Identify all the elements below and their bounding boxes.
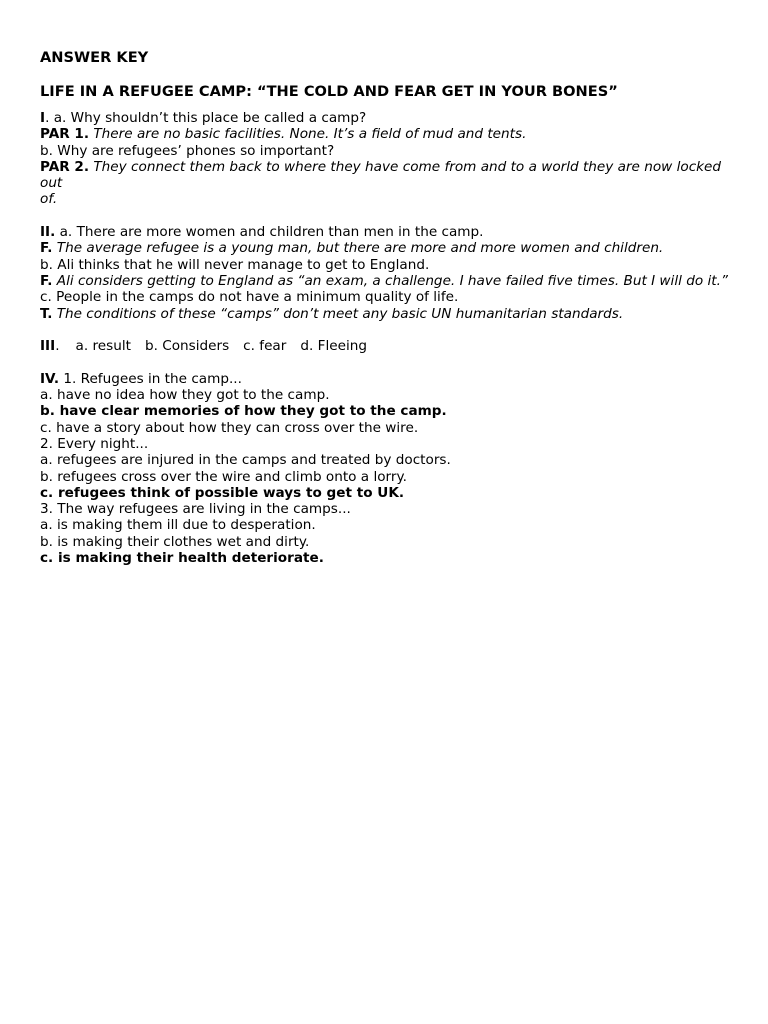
section-1-answer-par2	[40, 159, 740, 192]
answer-key-document	[40, 48, 740, 566]
section-2-statement-b: b. Ali thinks that he will never manage to get to England.	[40, 256, 430, 273]
option-1c: c. have a story about how they can cross over the wire.	[40, 419, 419, 436]
section-1-question-a	[40, 110, 740, 126]
answer-text: There are no basic facilities. None. It’s a field of mud and tents.	[89, 126, 527, 143]
option-1a: a. have no idea how they got to the camp.	[40, 387, 330, 404]
answer-text: They connect them back to where they have come from and to a world they are now locked out	[40, 158, 722, 192]
answer-c: c. fear	[243, 338, 287, 355]
option-3b: b. is making their clothes wet and dirty.	[40, 533, 310, 550]
section-4-question-2: 2. Every night...	[40, 435, 149, 452]
section-number: I	[40, 110, 46, 126]
section-2-statement-c: c. People in the camps do not have a minimum quality of life.	[40, 289, 459, 306]
section-3	[40, 338, 740, 354]
answer-text-continued: of.	[40, 191, 58, 208]
section-2-answer-c	[40, 306, 740, 322]
option-2a: a. refugees are injured in the camps and treated by doctors.	[40, 452, 451, 469]
option-1b-correct: b. have clear memories of how they got to the camp.	[40, 403, 447, 420]
section-number: III	[40, 338, 56, 355]
answer-d: d. Fleeing	[300, 338, 367, 355]
answer-text: Ali considers getting to England as “an exam, a challenge. I have failed five times. But I will do it.”	[52, 272, 728, 289]
section-1-question-b: b. Why are refugees’ phones so important?	[40, 142, 335, 159]
section-1	[40, 110, 740, 208]
option-3c-correct: c. is making their health deteriorate.	[40, 550, 324, 567]
spacer	[40, 354, 740, 370]
section-4-question-1	[40, 371, 740, 387]
question-text: 1. Refugees in the camp...	[59, 370, 242, 387]
section-number: II.	[40, 224, 56, 241]
option-2b: b. refugees cross over the wire and climb onto a lorry.	[40, 468, 407, 485]
statement-text: a. There are more women and children than men in the camp.	[55, 224, 484, 241]
section-2	[40, 224, 740, 322]
answer-label: F.	[40, 272, 53, 289]
article-title: LIFE IN A REFUGEE CAMP: “THE COLD AND FEAR GET IN YOUR BONES”	[40, 83, 618, 100]
answer-a: a. result	[75, 338, 131, 355]
section-4	[40, 371, 740, 567]
section-2-answer-b	[40, 273, 740, 289]
spacer	[40, 322, 740, 338]
answer-label: T.	[40, 305, 53, 322]
question-text: . a. Why shouldn’t this place be called a camp?	[45, 110, 367, 126]
document-title: ANSWER KEY	[40, 49, 149, 66]
answer-text: The average refugee is a young man, but there are more and more women and children.	[52, 240, 664, 257]
section-2-statement-a	[40, 224, 740, 240]
section-dot: .	[55, 338, 60, 355]
answer-b: b. Considers	[144, 338, 230, 355]
answer-label: PAR 1.	[40, 126, 90, 143]
spacer	[40, 208, 740, 224]
section-1-answer-par1	[40, 126, 740, 142]
section-2-answer-a	[40, 240, 740, 256]
section-1-answer-par2-continued	[40, 191, 740, 207]
answer-label: F.	[40, 240, 53, 257]
section-number: IV.	[40, 370, 59, 387]
answer-label: PAR 2.	[40, 158, 90, 175]
option-2c-correct: c. refugees think of possible ways to get to UK.	[40, 484, 405, 501]
section-4-question-3: 3. The way refugees are living in the camps...	[40, 501, 351, 518]
option-3a: a. is making them ill due to desperation.	[40, 517, 316, 534]
answer-text: The conditions of these “camps” don’t meet any basic UN humanitarian standards.	[52, 305, 624, 322]
